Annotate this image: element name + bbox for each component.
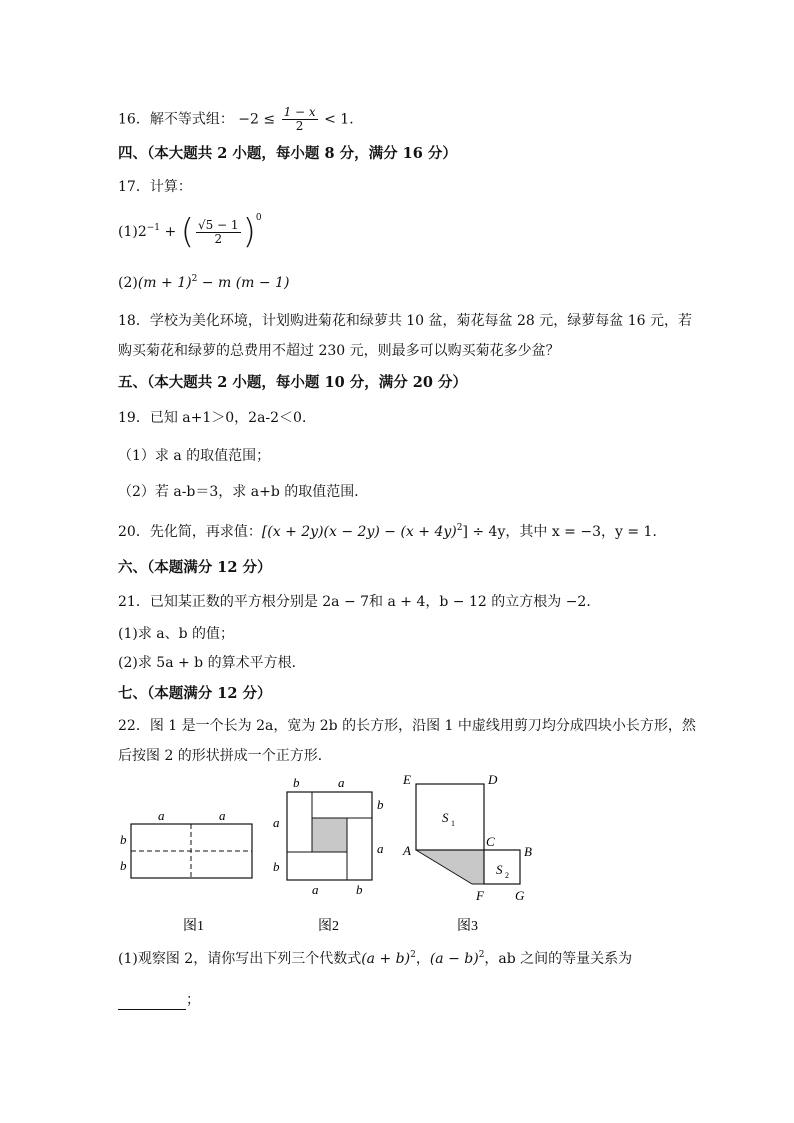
answer-blank[interactable] — [118, 995, 186, 1010]
q16-fraction — [282, 106, 318, 133]
section-4-heading: 四、（本大题共 2 小题，每小题 8 分，满分 16 分） — [118, 145, 457, 162]
q22-p1-expr1: (a + b) — [361, 951, 411, 967]
fig2-top-b: b — [293, 775, 300, 790]
fig1-top-a1: a — [158, 808, 165, 823]
fig3-label-a: A — [403, 843, 411, 858]
q17-label: 17．计算： — [118, 179, 192, 195]
fig2-bottom-rect — [287, 852, 347, 880]
fig2-caption: 图2 — [318, 919, 339, 934]
fig3-s2-sub: 2 — [505, 871, 509, 880]
q19-part2: （2）若 a-b＝3，求 a+b 的取值范围． — [118, 484, 369, 500]
q17-part1 — [118, 214, 262, 250]
q22-p1-sq1: 2 — [410, 950, 416, 960]
q22-figures — [0, 770, 794, 970]
q17-p2-expr1: (m + 1) — [137, 275, 192, 291]
q17-p1-exp: −1 — [146, 223, 161, 233]
q17-p1-prefix: (1) — [118, 224, 138, 240]
figure-2 — [273, 775, 384, 934]
q17-p1-numerator: √5 − 1 — [197, 217, 239, 232]
fig2-right-a: a — [377, 841, 384, 856]
q18-line1: 18．学校为美化环境，计划购进菊花和绿萝共 10 盆，菊花每盆 28 元，绿萝每盆 16 元，若 — [118, 313, 692, 329]
q22-p1-tail: ，ab 之间的等量关系为 — [484, 951, 633, 967]
fig1-top-a2: a — [219, 808, 226, 823]
q17-p1-base: 2 — [137, 224, 147, 240]
fig2-shaded-square — [312, 818, 347, 852]
fig3-label-f: F — [476, 888, 484, 903]
fig3-label-e: E — [403, 772, 411, 787]
figure-1 — [120, 808, 252, 934]
q19-stem: 19．已知 a+1＞0，2a-2＜0． — [118, 410, 316, 426]
q17-p2-prefix: (2) — [118, 275, 138, 291]
fig2-right-b: b — [377, 797, 384, 812]
q20-prefix: 20．先化简，再求值： — [118, 524, 262, 540]
fig3-label-b: B — [524, 844, 532, 859]
q22-line1: 22．图 1 是一个长为 2a，宽为 2b 的长方形，沿图 1 中虚线用剪刀均分成四块小长方形，然 — [118, 718, 696, 734]
fig3-label-c: C — [486, 834, 495, 849]
fig2-top-rect — [312, 792, 372, 818]
fig2-left-a: a — [273, 815, 280, 830]
fig3-s1: S — [442, 810, 449, 825]
q20-expr: [(x + 2y)(x − 2y) − (x + 4y) — [261, 524, 457, 540]
fig1-side-b2: b — [120, 858, 127, 873]
fig2-bot-b: b — [356, 882, 363, 897]
fig3-label-d: D — [488, 772, 498, 787]
q17-p1-denominator: 2 — [214, 231, 223, 246]
fig2-left-rect — [287, 792, 312, 852]
q17-p2-exp: 2 — [191, 274, 198, 284]
section-5-heading: 五、（本大题共 2 小题，每小题 10 分，满分 20 分） — [118, 374, 467, 391]
fig1-caption: 图1 — [183, 919, 204, 934]
fig3-square-s1 — [416, 784, 484, 850]
left-paren-icon: ( — [180, 212, 194, 252]
question-16 — [118, 106, 363, 133]
q17-p1-fraction — [196, 219, 241, 246]
q22-p1-end: ； — [186, 992, 200, 1008]
q16-left: −2 ≤ — [238, 111, 276, 128]
fig2-top-a: a — [338, 775, 345, 790]
q16-right: < 1． — [324, 111, 364, 128]
q22-p1-sq2: 2 — [478, 950, 485, 960]
right-paren-icon: ) — [242, 212, 256, 252]
q17-part2 — [118, 273, 289, 293]
section-7-heading: 七、（本题满分 12 分） — [118, 685, 272, 702]
q16-denominator: 2 — [295, 119, 304, 133]
q19-part1: （1）求 a 的取值范围； — [118, 448, 271, 464]
fig2-left-b: b — [273, 859, 280, 874]
fig3-s2: S — [496, 862, 503, 877]
q20-exp: 2 — [456, 523, 463, 533]
q17-p1-outer-exp: 0 — [255, 213, 262, 223]
q22-line2: 后按图 2 的形状拼成一个正方形． — [118, 748, 332, 764]
q22-part1: (1)观察图 2，请你写出下列三个代数式$(a + b)^2$，$(a - b)^2$，ab 之间的等量关系为 — [118, 950, 633, 967]
q20-tail: ] ÷ 4y，其中 x = −3，y = 1． — [462, 524, 667, 540]
q22-p1-prefix: (1)观察图 2，请你写出下列三个代数式 — [118, 951, 362, 967]
fig2-bot-a: a — [312, 882, 319, 897]
figure-3 — [402, 772, 532, 934]
fig3-label-g: G — [515, 888, 525, 903]
q17-p1-plus: + — [164, 224, 177, 240]
q21-part1: (1)求 a、b 的值； — [118, 626, 235, 642]
fig3-s1-sub: 1 — [451, 819, 455, 828]
fig3-shaded-triangle — [416, 850, 484, 884]
question-20 — [118, 522, 666, 542]
fig2-right-rect — [347, 818, 372, 880]
q22-p1-expr2: (a − b) — [429, 951, 479, 967]
q17-p2-rest: − m (m − 1) — [201, 275, 290, 291]
q18-line2: 购买菊花和绿萝的总费用不超过 230 元，则最多可以购买菊花多少盆？ — [118, 343, 560, 359]
fig1-side-b1: b — [120, 832, 127, 847]
q16-prefix: 16．解不等式组： — [118, 111, 234, 128]
q21-part2: (2)求 5a + b 的算术平方根． — [118, 655, 306, 671]
q21-stem: 21．已知某正数的平方根分别是 2a − 7和 a + 4，b − 12 的立方根为 −2． — [118, 594, 601, 610]
q16-numerator: 1 − x — [283, 105, 316, 119]
fig3-caption: 图3 — [457, 919, 478, 934]
q22-answer-line — [118, 990, 200, 1010]
section-6-heading: 六、（本题满分 12 分） — [118, 559, 272, 576]
